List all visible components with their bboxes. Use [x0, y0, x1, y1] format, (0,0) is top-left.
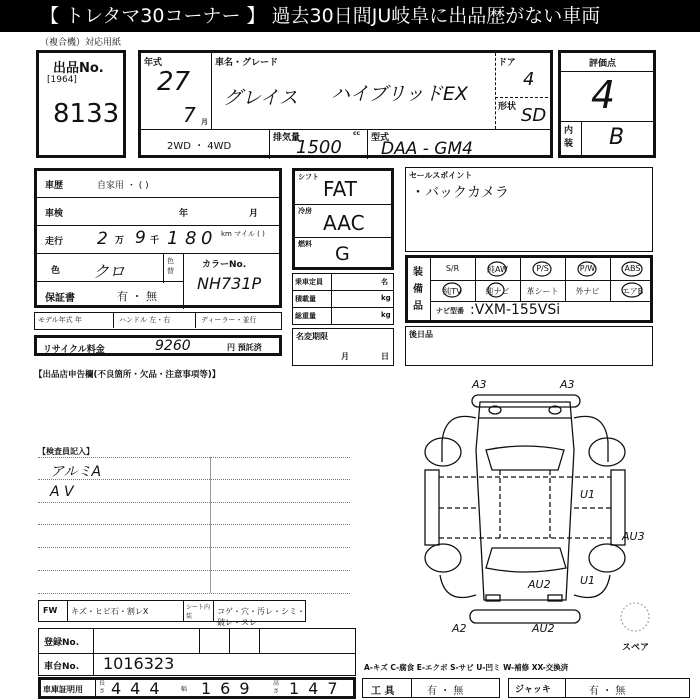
fuel-value: G — [335, 243, 350, 265]
damage-mark: A2 — [452, 622, 467, 635]
equip-abs: ABS — [624, 264, 641, 273]
capacity-label: 乗車定員 — [295, 278, 323, 286]
gross-unit: kg — [381, 311, 391, 319]
tools-box — [362, 678, 500, 698]
mileage-10k-unit: 万 — [115, 236, 125, 246]
interior-value: B — [609, 125, 625, 150]
height-label: 高さ — [273, 680, 280, 695]
score-label: 評価点 — [589, 59, 617, 69]
name-change-label: 名変期限 — [296, 332, 328, 341]
damage-legend: A-キズ C-腐食 E-エクボ S-サビ U-凹ミ W-補修 XX-交換済 — [364, 663, 569, 672]
door-value: 4 — [523, 69, 535, 90]
mileage-100: 1 — [167, 228, 179, 249]
header-banner: 【 トレタマ30コーナー 】 過去30日間JU岐阜に出品歴がない車両 — [0, 0, 700, 32]
equip-tv: 純TV — [443, 287, 462, 296]
load-label: 積載量 — [295, 295, 316, 303]
damage-mark: U1 — [580, 574, 596, 587]
warranty-value: 有 ・ 無 — [117, 290, 157, 303]
registration-label: 登録No. — [44, 638, 80, 648]
ac-label: 冷房 — [298, 207, 312, 215]
inspector-note-2: A V — [50, 484, 74, 500]
dealer: ディーラー・並行 — [201, 316, 257, 324]
inspection-month: 月 — [249, 209, 259, 219]
damage-mark: A3 — [560, 378, 575, 391]
garage-cert-label: 車庫証明用 — [43, 685, 83, 694]
lot-box — [36, 50, 126, 158]
seat-label: シート内装 — [186, 604, 211, 620]
garage-cert-row — [38, 677, 356, 699]
damage-mark: U1 — [580, 488, 596, 501]
mileage-1k: 9 — [135, 228, 146, 248]
fw-label: FW — [43, 606, 58, 615]
shift-value: FAT — [323, 177, 358, 201]
mileage-1k-unit: 千 — [150, 236, 160, 246]
jack-box — [508, 678, 690, 698]
jack-label: ジャッキ — [515, 685, 551, 695]
recycle-label: リサイクル料金 — [43, 345, 105, 355]
length-label: 長さ — [99, 680, 106, 695]
handle: ハンドル 左・右 — [119, 316, 171, 324]
equip-alloy-wheel: 純AW — [487, 265, 508, 274]
shift-label: シフト — [298, 173, 319, 181]
jack-value: 有 ・ 無 — [589, 686, 626, 697]
mileage-label: 走行 — [45, 237, 64, 247]
mileage-unit: km マイル ( ) — [221, 230, 265, 238]
ac-value: AAC — [323, 211, 365, 235]
mileage-10k: 2 — [97, 229, 108, 249]
inspection-label: 車検 — [45, 209, 64, 219]
tools-value: 有 ・ 無 — [427, 686, 464, 697]
inspection-year: 年 — [179, 209, 189, 219]
equipment-box — [405, 255, 653, 323]
length-value: 444 — [111, 679, 169, 698]
door-label: ドア — [498, 58, 516, 68]
mileage-1: 0 — [201, 228, 213, 249]
width-label: 幅 — [181, 686, 188, 693]
vehicle-name: グレイス — [223, 87, 298, 109]
capacity-box — [292, 273, 394, 325]
navi-model-label: ナビ型番 — [436, 307, 464, 315]
form-subtitle: （複合機）対応用紙 — [40, 38, 122, 48]
score-box — [558, 50, 656, 158]
spare-label: スペア — [622, 643, 650, 653]
month-value: 7 — [183, 103, 196, 127]
width-value: 169 — [201, 679, 259, 698]
recycle-value: 9260 — [155, 338, 191, 354]
shape-label: 形状 — [498, 102, 517, 112]
history-value: 自家用 ・ ( ) — [97, 181, 149, 191]
history-label: 車歴 — [45, 181, 64, 191]
shape-value: SD — [521, 105, 547, 126]
equip-sunroof: S/R — [445, 264, 460, 273]
sales-point-text: ・バックカメラ — [411, 185, 509, 201]
month-unit: 月 — [201, 118, 208, 126]
mileage-10: 8 — [185, 228, 197, 249]
equip-navi: 純ナビ — [485, 287, 510, 296]
equipment-label: 装備品 — [413, 267, 423, 312]
name-change-month: 月 — [341, 352, 349, 361]
color-value: クロ — [93, 262, 126, 281]
history-table — [34, 168, 282, 308]
drive-type: 2WD ・ 4WD — [167, 141, 232, 152]
lot-sub: [1964] — [47, 75, 77, 85]
seat-items: コゲ・穴・汚レ・シミ・破レ・スレ — [217, 607, 305, 627]
lot-number: 8133 — [53, 99, 120, 129]
later-items-label: 後日品 — [409, 330, 433, 339]
navi-model-value: :VXM-155VSi — [470, 302, 561, 318]
displacement-value: 1500 — [296, 137, 342, 158]
declaration-label: 【出品店申告欄(不良箇所・欠品・注意事項等)】 — [34, 370, 221, 380]
color-change-label: 色替 — [167, 257, 174, 275]
equip-airbag: エアB — [621, 287, 644, 296]
later-items-box — [405, 326, 653, 366]
interior-label: 内装 — [564, 126, 574, 149]
warranty-label: 保証書 — [45, 293, 75, 304]
year-value: 27 — [157, 67, 191, 97]
damage-mark: AU2 — [528, 578, 551, 591]
color-label: 色 — [51, 266, 61, 276]
score-value: 4 — [591, 73, 616, 117]
vehicle-box — [138, 50, 553, 158]
height-value: 147 — [289, 679, 347, 698]
load-unit: kg — [381, 294, 391, 302]
capacity-unit: 名 — [381, 278, 388, 286]
color-no-label: カラーNo. — [202, 260, 247, 270]
equip-power-window: P/W — [579, 264, 596, 273]
inspector-label: 【検査員記入】 — [38, 447, 94, 456]
gross-label: 総重量 — [295, 312, 316, 320]
model-year-row — [34, 312, 282, 330]
sales-point-box — [405, 167, 653, 252]
sales-point-label: セールスポイント — [409, 171, 473, 180]
name-change-day: 日 — [381, 352, 389, 361]
tools-label: 工 具 — [371, 686, 395, 697]
chassis-label: 車台No. — [44, 662, 80, 672]
model-code: DAA - GM4 — [381, 139, 473, 159]
displacement-label: 排気量 — [273, 133, 301, 143]
name-label: 車名・グレード — [215, 58, 279, 68]
color-no-value: NH731P — [197, 274, 262, 293]
damage-mark: AU3 — [622, 530, 645, 543]
vehicle-grade: ハイブリッドEX — [331, 83, 468, 105]
equipment-circles — [430, 258, 652, 301]
damage-mark: A3 — [472, 378, 487, 391]
recycle-unit: 円 預託済 — [227, 343, 262, 352]
chassis-number: 1016323 — [103, 654, 175, 673]
displacement-unit: cc — [353, 130, 361, 137]
fw-row — [38, 600, 306, 627]
equip-leather-seat: 革シート — [526, 287, 559, 296]
lot-label: 出品No. — [53, 61, 104, 76]
specs-box — [292, 168, 394, 270]
equip-external-navi: 外ナビ — [575, 287, 600, 296]
damage-mark: AU2 — [532, 622, 555, 635]
fw-items: キズ・ヒビ石・割レX — [71, 607, 149, 616]
model-year: モデル年式 年 — [38, 316, 82, 324]
recycle-row — [34, 335, 282, 356]
model-label: 型式 — [371, 133, 390, 143]
fuel-label: 燃料 — [298, 240, 312, 248]
name-change-box — [292, 328, 394, 366]
registration-box — [38, 628, 356, 676]
equip-power-steering: P/S — [536, 264, 549, 273]
car-damage-diagram — [400, 370, 680, 640]
inspector-note-1: アルミA — [50, 464, 102, 480]
year-label: 年式 — [144, 58, 163, 68]
